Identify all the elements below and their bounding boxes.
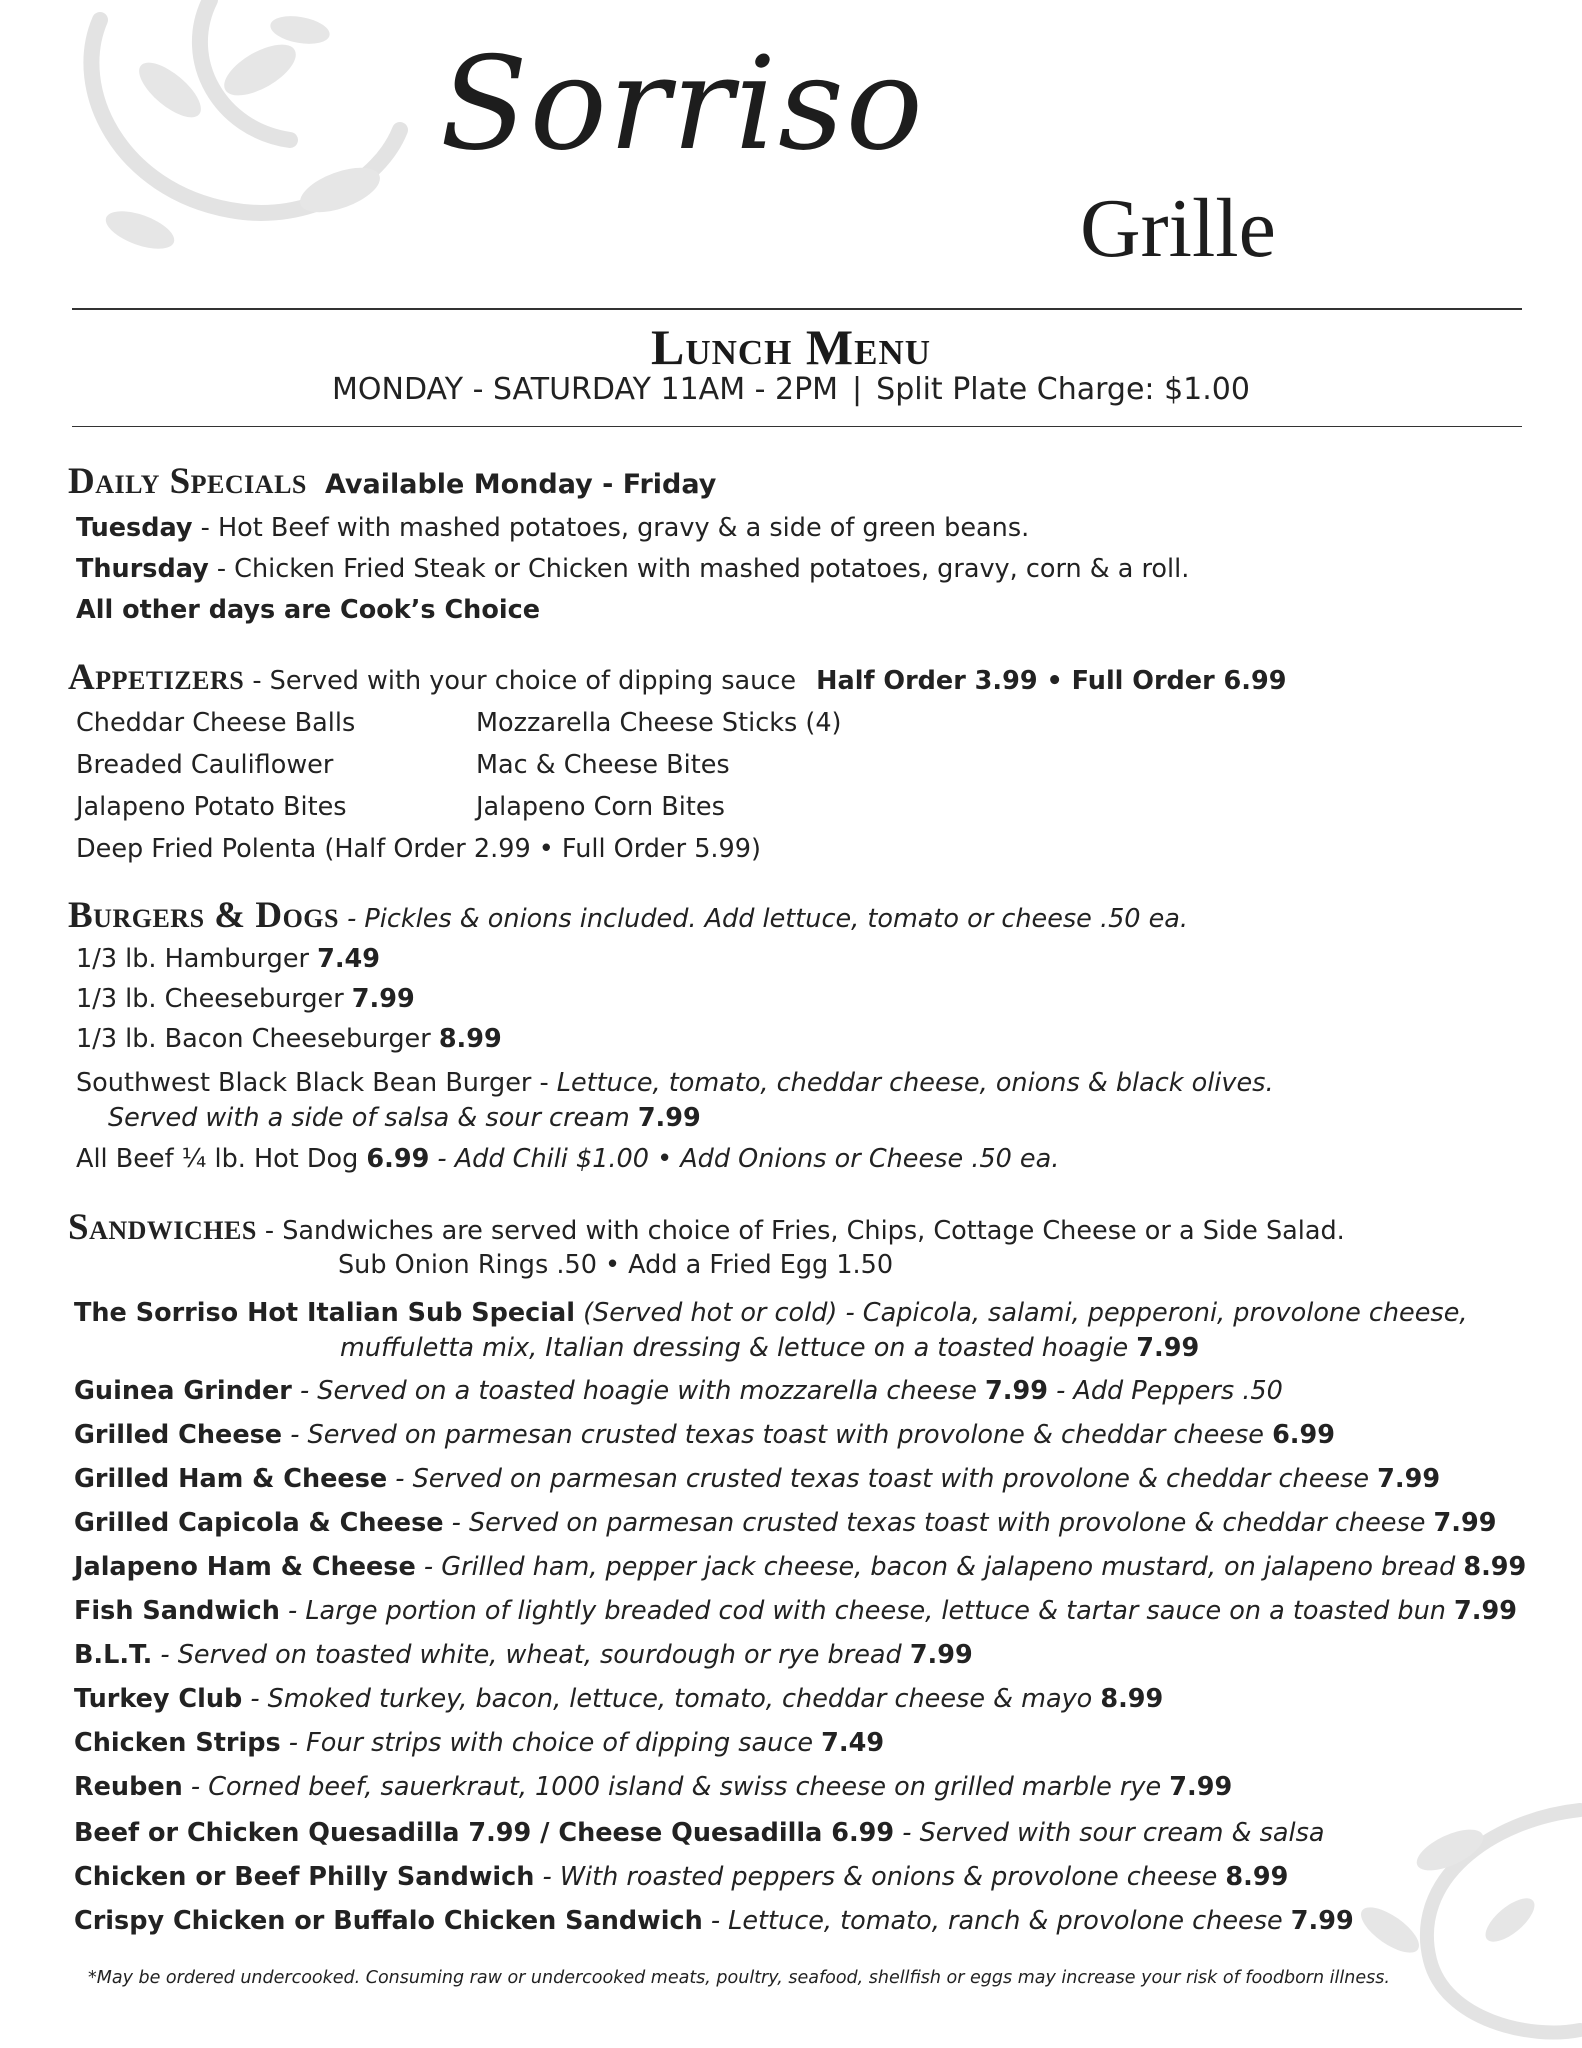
- burger-item: [76, 984, 415, 1014]
- menu-title: Lunch Menu: [651, 319, 931, 375]
- item-desc: - Corned beef, sauerkraut, 1000 island & swiss cheese on grilled marble rye: [182, 1772, 1170, 1802]
- item-price: 8.99: [1225, 1862, 1289, 1892]
- sandwiches-heading: [68, 1206, 1345, 1249]
- item-desc: - Grilled ham, pepper jack cheese, bacon & jalapeno mustard, on jalapeno bread: [415, 1552, 1464, 1582]
- item-price: 7.99: [351, 984, 415, 1014]
- hours-text: MONDAY - SATURDAY 11AM - 2PM: [332, 372, 839, 407]
- sandwiches-desc: - Sandwiches are served with choice of Fries, Chips, Cottage Cheese or a Side Salad.: [256, 1216, 1345, 1246]
- appetizer-item: Jalapeno Potato Bites: [76, 792, 347, 822]
- item-desc: - Served on parmesan crusted texas toast with provolone & cheddar cheese: [387, 1464, 1378, 1494]
- sandwich-italian-sub: [74, 1298, 1468, 1328]
- daily-specials-availability: Available Monday - Friday: [324, 469, 717, 500]
- item-price: 7.99: [1290, 1906, 1354, 1936]
- burger-southwest-sides: [108, 1103, 701, 1133]
- appetizer-item: Jalapeno Corn Bites: [476, 792, 725, 822]
- item-desc: - Served on a toasted hoagie with mozzarella cheese: [291, 1376, 986, 1406]
- item-name: Crispy Chicken or Buffalo Chicken Sandwich: [74, 1906, 703, 1936]
- item-name: Chicken Strips: [74, 1728, 281, 1758]
- sandwich-crispy-chicken: [74, 1906, 1354, 1936]
- item-price: 7.49: [821, 1728, 885, 1758]
- sandwich-italian-sub-cont: [340, 1333, 1199, 1363]
- item-name: All Beef ¼ lb. Hot Dog: [76, 1144, 367, 1174]
- decorative-swirl-bottom-right: [1330, 1790, 1582, 2048]
- restaurant-logo: [440, 30, 1340, 290]
- item-name: 1/3 lb. Hamburger: [76, 944, 318, 974]
- item-name: Jalapeno Ham & Cheese: [74, 1552, 416, 1582]
- item-price: 7.99: [1433, 1508, 1497, 1538]
- sandwich-philly: [74, 1862, 1288, 1892]
- item-name: Grilled Capicola & Cheese: [74, 1508, 444, 1538]
- item-desc: - With roasted peppers & onions & provolone cheese: [534, 1862, 1226, 1892]
- item-price: 6.99: [366, 1144, 430, 1174]
- item-name: B.L.T.: [74, 1640, 153, 1670]
- burgers-heading: [68, 894, 1188, 937]
- item-name: Chicken or Beef Philly Sandwich: [74, 1862, 535, 1892]
- sandwich-item: [74, 1684, 1163, 1714]
- item-price: 6.99: [1272, 1420, 1335, 1450]
- sandwich-quesadilla: [74, 1818, 1325, 1848]
- item-name: Turkey Club: [74, 1684, 243, 1714]
- hours-separator: |: [852, 372, 863, 407]
- item-price: 7.99: [1454, 1596, 1517, 1626]
- food-safety-footnote: *May be ordered undercooked. Consuming raw or undercooked meats, poultry, seafood, shellfish or eggs may increase your risk of foodborn illness.: [88, 1968, 1390, 1988]
- sandwich-item: [74, 1552, 1526, 1582]
- special-desc: - Chicken Fried Steak or Chicken with mashed potatoes, gravy, corn & a roll.: [208, 554, 1190, 584]
- section-title-daily-specials: Daily Specials: [68, 461, 307, 502]
- item-name: Fish Sandwich: [74, 1596, 280, 1626]
- item-desc: Lettuce, tomato, cheddar cheese, onions & black olives.: [556, 1068, 1274, 1098]
- burgers-desc: - Pickles & onions included. Add lettuce, tomato or cheese .50 ea.: [338, 904, 1189, 934]
- item-desc: - Large portion of lightly breaded cod with cheese, lettuce & tartar sauce on a toasted bun: [279, 1596, 1455, 1626]
- item-price: 7.49: [317, 944, 381, 974]
- daily-specials-heading: [68, 460, 716, 503]
- item-name: Guinea Grinder: [74, 1376, 292, 1406]
- item-desc: muffuletta mix, Italian dressing & lettuce on a toasted hoagie: [340, 1333, 1137, 1363]
- special-desc: - Hot Beef with mashed potatoes, gravy & a side of green beans.: [192, 513, 1030, 543]
- sandwich-item: [74, 1772, 1232, 1802]
- appetizers-desc: - Served with your choice of dipping sauce: [244, 666, 797, 696]
- decorative-swirl-top-left: [60, 0, 420, 290]
- appetizer-polenta: Deep Fried Polenta (Half Order 2.99 • Full Order 5.99): [76, 834, 761, 864]
- burger-item: [76, 1024, 502, 1054]
- sandwich-item: [74, 1640, 973, 1670]
- item-name: Grilled Cheese: [74, 1420, 283, 1450]
- burger-item: [76, 944, 380, 974]
- item-name: Reuben: [74, 1772, 183, 1802]
- sandwich-item: [74, 1420, 1335, 1450]
- appetizer-item: Mozzarella Cheese Sticks (4): [476, 708, 842, 738]
- item-desc: - Lettuce, tomato, ranch & provolone cheese: [702, 1906, 1291, 1936]
- item-price: 7.99: [909, 1640, 973, 1670]
- item-desc: - Served on toasted white, wheat, sourdough or rye bread: [152, 1640, 910, 1670]
- item-desc: (Served hot or cold) - Capicola, salami, pepperoni, provolone cheese,: [574, 1298, 1468, 1328]
- special-day: Thursday: [76, 554, 209, 584]
- appetizers-heading: [68, 656, 1286, 699]
- item-name: The Sorriso Hot Italian Sub Special: [74, 1298, 575, 1328]
- sandwich-item: [74, 1728, 884, 1758]
- item-price: 7.99: [1136, 1333, 1200, 1363]
- sandwich-guinea-grinder: [74, 1376, 1283, 1406]
- special-other-days: All other days are Cook’s Choice: [76, 595, 541, 625]
- item-name: 1/3 lb. Cheeseburger: [76, 984, 352, 1014]
- item-desc: - Served on parmesan crusted texas toast with provolone & cheddar cheese: [282, 1420, 1273, 1450]
- special-tuesday: [76, 513, 1029, 543]
- appetizer-item: Cheddar Cheese Balls: [76, 708, 356, 738]
- hours-line: [0, 372, 1582, 407]
- logo-sub-name: Grille: [1080, 182, 1276, 275]
- item-price: 8.99: [1100, 1684, 1164, 1714]
- item-name: Southwest Black Black Bean Burger -: [76, 1068, 557, 1098]
- appetizer-item: Breaded Cauliflower: [76, 750, 334, 780]
- item-desc: Served with a side of salsa & sour cream: [108, 1103, 638, 1133]
- hotdog-item: [76, 1144, 1059, 1174]
- section-title-appetizers: Appetizers: [68, 657, 245, 698]
- appetizers-prices: Half Order 3.99 • Full Order 6.99: [816, 666, 1287, 696]
- sandwiches-add-ons: Sub Onion Rings .50 • Add a Fried Egg 1.50: [338, 1250, 894, 1280]
- item-name: Beef or Chicken Quesadilla 7.99 / Cheese Quesadilla 6.99: [74, 1818, 895, 1848]
- item-addon: - Add Peppers .50: [1047, 1376, 1283, 1406]
- item-price: 7.99: [1169, 1772, 1233, 1802]
- header-divider-top: [72, 308, 1522, 310]
- burger-southwest: [76, 1068, 1274, 1098]
- item-name: Grilled Ham & Cheese: [74, 1464, 388, 1494]
- section-title-burgers: Burgers & Dogs: [68, 895, 339, 936]
- item-price: 7.99: [1377, 1464, 1441, 1494]
- special-thursday: [76, 554, 1189, 584]
- appetizer-item: Mac & Cheese Bites: [476, 750, 730, 780]
- item-name: 1/3 lb. Bacon Cheeseburger: [76, 1024, 439, 1054]
- special-day: Tuesday: [76, 513, 193, 543]
- logo-script-name: Sorriso: [440, 30, 925, 179]
- sandwich-item: [74, 1508, 1496, 1538]
- sandwich-item: [74, 1464, 1440, 1494]
- item-desc: - Served with sour cream & salsa: [894, 1818, 1325, 1848]
- item-price: 8.99: [438, 1024, 502, 1054]
- item-desc: - Smoked turkey, bacon, lettuce, tomato, cheddar cheese & mayo: [242, 1684, 1101, 1714]
- split-plate-charge: Split Plate Charge: $1.00: [876, 372, 1250, 407]
- item-desc: - Add Chili $1.00 • Add Onions or Cheese .50 ea.: [429, 1144, 1060, 1174]
- header-divider-bottom: [72, 426, 1522, 427]
- section-title-sandwiches: Sandwiches: [68, 1207, 257, 1248]
- item-price: 7.99: [637, 1103, 701, 1133]
- item-desc: - Four strips with choice of dipping sauce: [280, 1728, 822, 1758]
- item-price: 7.99: [985, 1376, 1048, 1406]
- sandwich-item: [74, 1596, 1517, 1626]
- item-price: 8.99: [1463, 1552, 1527, 1582]
- item-desc: - Served on parmesan crusted texas toast with provolone & cheddar cheese: [443, 1508, 1434, 1538]
